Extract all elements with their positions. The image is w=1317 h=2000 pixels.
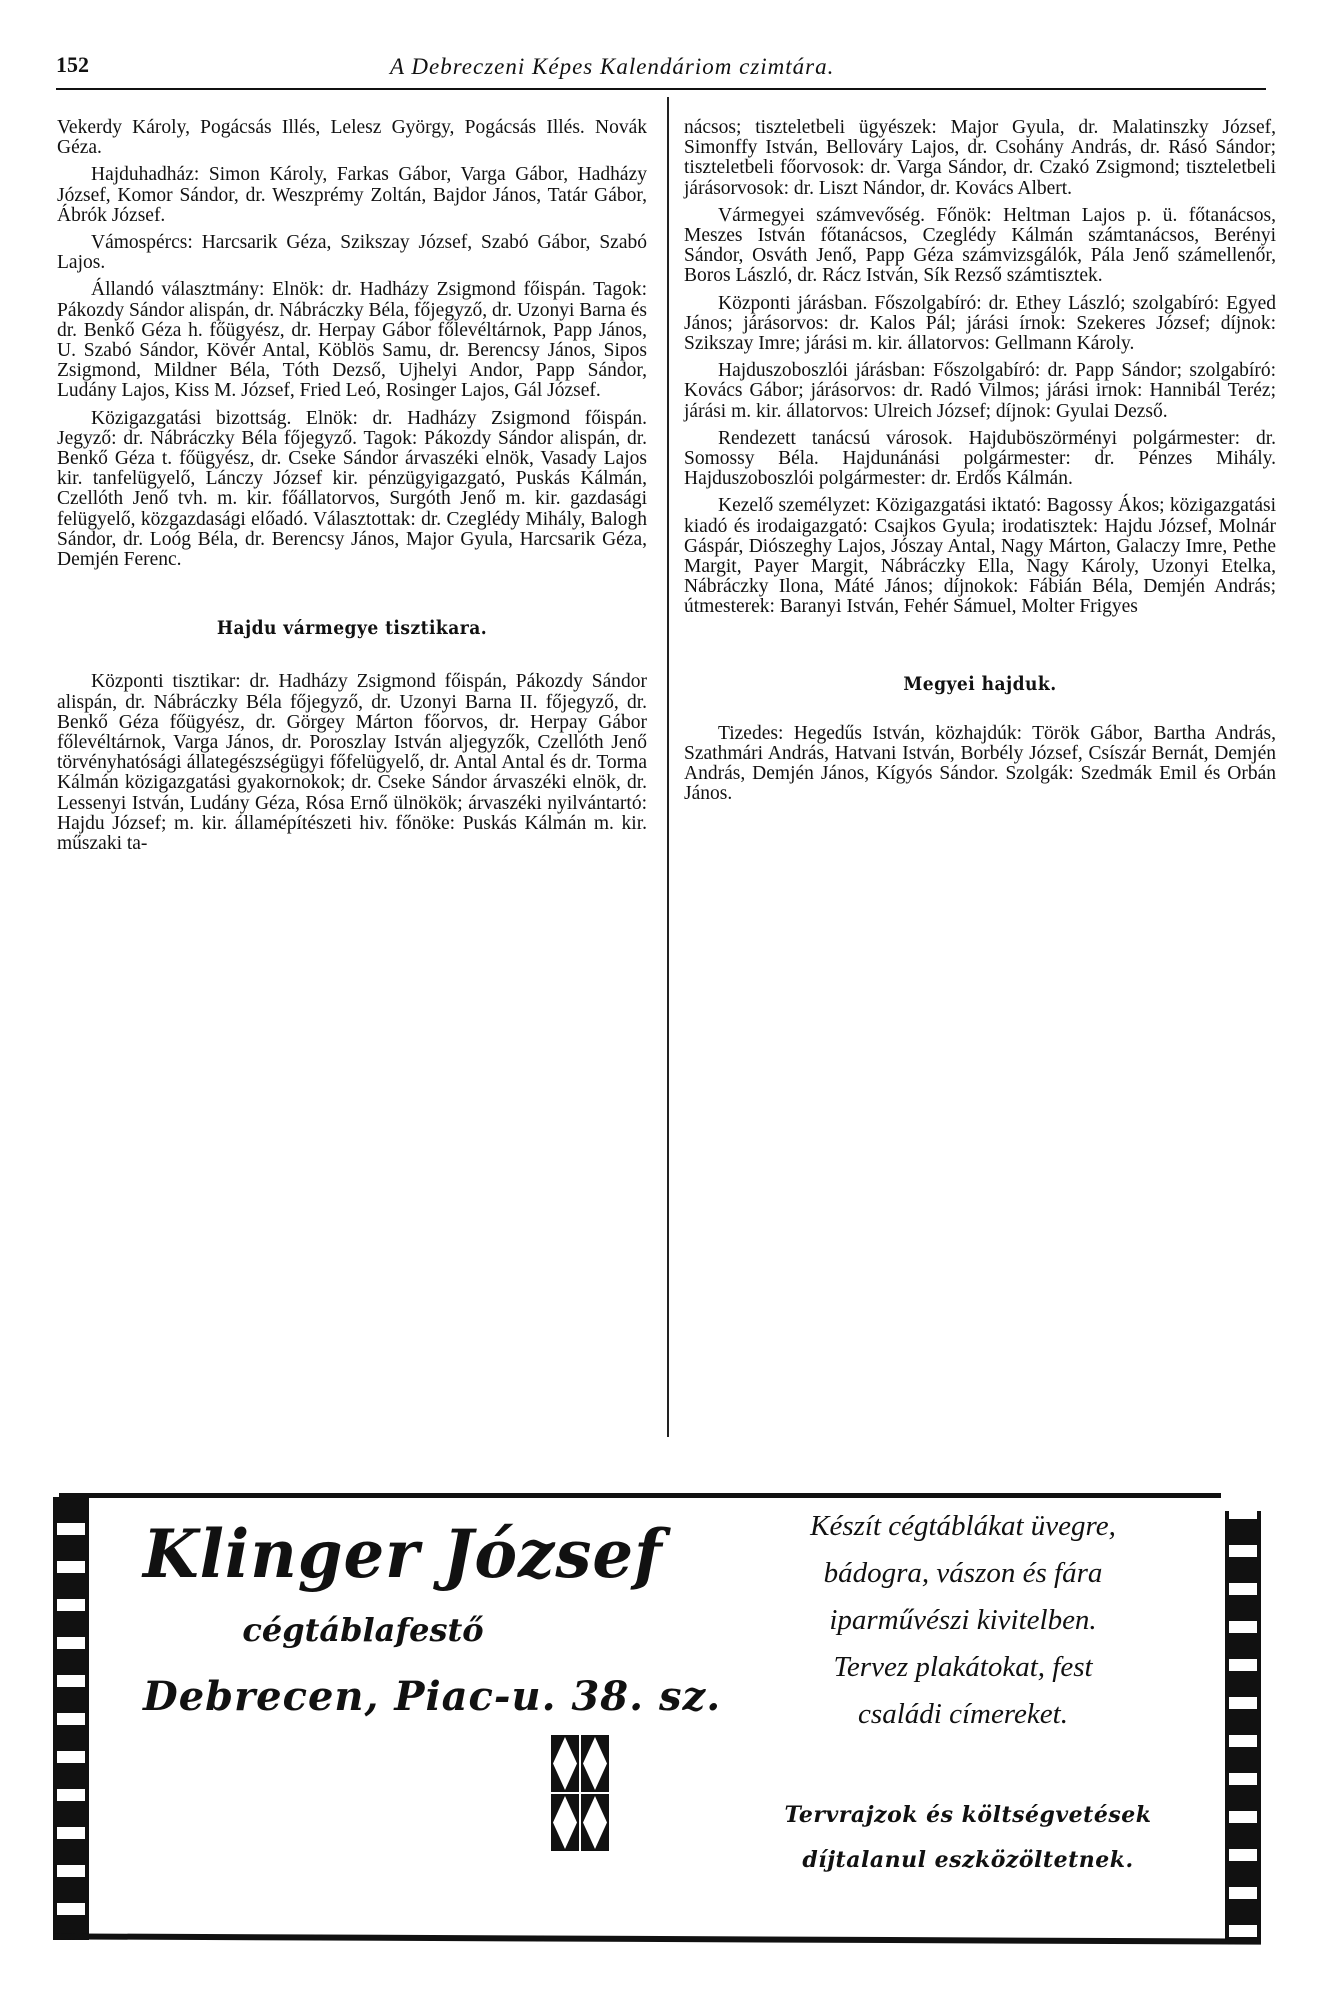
ad-note-line: Tervrajzok és költségvetések <box>784 1802 1152 1828</box>
paragraph: Központi járásban. Főszolgabíró: dr. Ethey László; szolgabíró: Egyed János; járásorvos: dr. Kalos Pál; járási írnok: Szekeres József; díjnok: Szikszay Imre; járási m. kir. állatorvos: Gellmann Károly. <box>684 292 1276 355</box>
section-heading: Megyei hajduk. <box>903 672 1057 695</box>
ad-note <box>718 1793 1218 1883</box>
diamond-icon <box>551 1735 579 1792</box>
paragraph: Központi tisztikar: dr. Hadházy Zsigmond főispán, Pákozdy Sándor alispán, dr. Nábráczky Béla főjegyző, dr. Uzonyi Barna II. főjegyző, dr. Benkő Géza főügyész, dr. Görgey Márton főorvos, dr. Herpay Gábor főlevéltárnok, Varga János, dr. Poroszlay István aljegyzők, Czellóth Jenő törvényhatósági állategészségügyi főfelügyelő, dr. Antal Antal és dr. Torma Kálmán közigazgatási gyakornokok; dr. Cseke Sándor árvaszéki elnök, dr. Lessenyi István, Ludány Géza, Rósa Ernő ülnökök; árvaszéki nyilvántartó: Hajdu József; m. kir. államépítészeti hiv. főnöke: Puskás Kálmán m. kir. műszaki ta- <box>57 671 647 855</box>
film-strip-border-right <box>1225 1511 1261 1940</box>
diamond-icon <box>581 1794 609 1851</box>
film-strip-border-left <box>53 1497 89 1940</box>
ad-description-line: Készít cégtáblákat üvegre, <box>810 1510 1116 1542</box>
running-title: A Debreczeni Képes Kalendáriom czimtára. <box>390 54 835 79</box>
paragraph: Vámospércs: Harcsarik Géza, Szikszay József, Szabó Gábor, Szabó Lajos. <box>57 232 647 274</box>
paragraph: Állandó választmány: Elnök: dr. Hadházy Zsigmond főispán. Tagok: Pákozdy Sándor alispán, dr. Nábráczky Béla, főjegyző, dr. Uzonyi Barna és dr. Benkő Géza h. főügyész, dr. Herpay Gábor főlevéltárnok, Papp János, U. Szabó Sándor, Kövér Antal, Köblös Samu, dr. Berencsy János, Sipos Zsigmond, Mildner Béla, Tóth Dezső, Ujhelyi Andor, Papp Sándor, Ludány Lajos, Kiss M. József, Fried Leó, Rosinger Lajos, Gál József. <box>57 279 647 402</box>
ad-description-line: bádogra, vászon és fára <box>823 1557 1103 1589</box>
diamond-icon <box>551 1794 579 1851</box>
ad-description-line: iparművészi kivitelben. <box>829 1604 1097 1636</box>
paragraph: Közigazgatási bizottság. Elnök: dr. Hadházy Zsigmond főispán. Jegyző: dr. Nábráczky Béla főjegyző. Tagok: Pákozdy Sándor alispán, dr. Benkő Géza t. főügyész, dr. Cseke Sándor árvaszéki elnök, Vasady Lajos kir. tanfelügyelő, Lánczy József kir. pénzügyigazgató, Puskás Kálmán, Czellóth Jenő tvh. m. kir. főállatorvos, Surgóth Jenő m. kir. gazdasági felügyelő, közgazdasági előadó. Választottak: dr. Czeglédy Mihály, Balogh Sándor, dr. Loóg Béla, dr. Berencsy János, Major Gyula, Harcsarik Géza, Demjén Ferenc. <box>57 407 647 571</box>
advertiser-name: Klinger József <box>143 1515 663 1593</box>
advertiser-trade: cégtáblafestő <box>242 1611 484 1649</box>
ad-border-top <box>59 1493 1221 1498</box>
header-rule <box>56 88 1266 90</box>
ad-description <box>713 1503 1213 1738</box>
ad-description-line: Tervez plakátokat, fest <box>833 1651 1093 1683</box>
page-number: 152 <box>56 52 89 77</box>
advertisement <box>53 1493 1261 1940</box>
paragraph: nácsos; tiszteletbeli ügyészek: Major Gyula, dr. Malatinszky József, Simonffy István, Bellováry Lajos, dr. Csohány András, dr. Rásó Sándor; tiszteletbeli főorvosok: dr. Varga Sándor, dr. Czakó Zsigmond; tiszteletbeli járásorvosok: dr. Liszt Nándor, dr. Kovács Albert. <box>684 117 1276 199</box>
paragraph: Kezelő személyzet: Közigazgatási iktató: Bagossy Ákos; közigazgatási kiadó és irodaigazgató: Csajkos Gyula; irodatisztek: Hajdu József, Molnár Gáspár, Diószeghy Lajos, Jószay Antal, Nagy Márton, Galaczy Imre, Pethe Margit, Payer Margit, Nábráczky Ella, Nagy Károly, Uzonyi Etelka, Nábráczky Ilona, Máté János; díjnokok: Fábián Béla, Demjén András; útmesterek: Baranyi István, Fehér Sámuel, Molter Frigyes <box>684 495 1276 618</box>
section-heading: Hajdu vármegye tisztikara. <box>216 617 488 640</box>
paragraph: Vekerdy Károly, Pogácsás Illés, Lelesz György, Pogácsás Illés. Novák Géza. <box>57 117 647 159</box>
ad-note-line: díjtalanul eszközöltetnek. <box>802 1847 1134 1873</box>
paragraph: Hajduszoboszlói járásban: Főszolgabíró: dr. Papp Sándor; szolgabíró: Kovács Gábor; járásorvos: dr. Radó Vilmos; járási irnok: Hannibál Teréz; járási m. kir. állatorvos: Ulreich József; díjnok: Gyulai Dezső. <box>684 360 1276 422</box>
right-column <box>684 118 1276 812</box>
ad-description-line: családi címereket. <box>858 1698 1068 1730</box>
paragraph: Hajduhadház: Simon Károly, Farkas Gábor, Varga Gábor, Hadházy József, Komor Sándor, dr. Weszprémy Zoltán, Bajdor János, Tatár Gábor, Ábrók József. <box>57 164 647 226</box>
column-divider <box>667 97 669 1437</box>
paragraph: Rendezett tanácsú városok. Hajduböszörményi polgármester: dr. Somossy Béla. Hajdunánási polgármester: dr. Pénzes Mihály. Hajduszoboszlói polgármester: dr. Erdős Kálmán. <box>684 427 1276 490</box>
diamond-icon <box>581 1735 609 1792</box>
four-diamonds-emblem-icon <box>551 1735 609 1851</box>
left-column <box>57 118 647 861</box>
paragraph: Vármegyei számvevőség. Főnök: Heltman Lajos p. ü. főtanácsos, Meszes István főtanácsos, Czeglédy Kálmán számtanácsos, Berényi Sándor, Osváth Jenő, Papp Géza számvizsgálók, Pála Jenő számellenőr, Boros László, dr. Rácz István, Sík Rezső számtisztek. <box>684 204 1276 287</box>
paragraph: Tizedes: Hegedűs István, közhajdúk: Török Gábor, Bartha András, Szathmári András, Hatvani István, Borbély József, Csíszár Bernát, Demjén András, Demjén János, Kígyós Sándor. Szolgák: Szedmák Emil és Orbán János. <box>684 722 1276 805</box>
ad-border-bottom <box>53 1933 1261 1944</box>
advertiser-address: Debrecen, Piac-u. 38. sz. <box>143 1673 722 1720</box>
